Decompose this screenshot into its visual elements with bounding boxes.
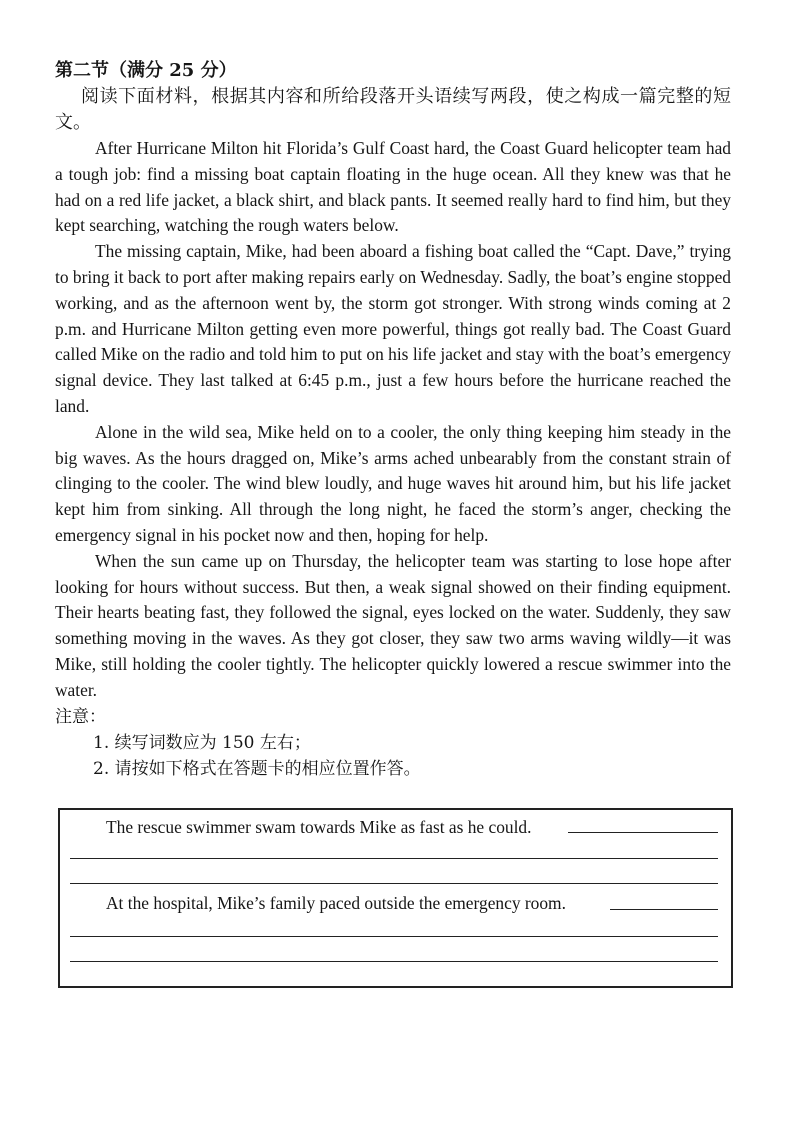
story-text bbox=[55, 136, 731, 704]
exam-page bbox=[55, 58, 731, 782]
paragraph-opening-2: At the hospital, Mike’s family paced outside the emergency room. bbox=[106, 893, 566, 913]
answer-box bbox=[58, 808, 733, 988]
story-paragraph: Alone in the wild sea, Mike held on to a cooler, the only thing keeping him steady in the big waves. As the hours dragged on, Mike’s arms ached unbearably from the constant strain of clinging to the cooler. The wind blew loudly, and huge waves hit around him, but his life jacket kept him from sinking. All through the long night, he faced the storm’s anger, checking the emergency signal in his pocket now and then, hoping for help. bbox=[55, 421, 731, 545]
paragraph-opening-1: The rescue swimmer swam towards Mike as fast as he could. bbox=[106, 817, 532, 837]
note-item: 2. 请按如下格式在答题卡的相应位置作答。 bbox=[93, 758, 421, 779]
writing-line[interactable] bbox=[70, 858, 718, 859]
note-item: 1. 续写词数应为 150 左右； bbox=[93, 732, 311, 753]
section-title: 第二节（满分 25 分） bbox=[55, 60, 237, 81]
story-paragraph: When the sun came up on Thursday, the helicopter team was starting to lose hope after looking for hours without success. But then, a weak signal showed on their finding equipment. Their hearts beating fast, they followed the signal, eyes locked on the water. Suddenly, they saw something moving in the waves. As they got closer, they saw two arms waving wildly—it was Mike, still holding the cooler tightly. The helicopter quickly lowered a rescue swimmer into the water. bbox=[55, 550, 731, 700]
task-instruction: 阅读下面材料，根据其内容和所给段落开头语续写两段，使之构成一篇完整的短文。 bbox=[55, 86, 731, 133]
notes-title: 注意： bbox=[55, 706, 106, 727]
writing-blank[interactable] bbox=[568, 832, 718, 833]
writing-line[interactable] bbox=[70, 883, 718, 884]
story-paragraph: The missing captain, Mike, had been aboard a fishing boat called the “Capt. Dave,” trying to bring it back to port after making repairs early on Wednesday. Sadly, the boat’s engine stopped working, and as the afternoon went by, the storm got stronger. With strong winds coming at 2 p.m. and Hurricane Milton getting even more powerful, things got really bad. The Coast Guard called Mike on the radio and told him to put on his life jacket and stay with the boat’s emergency signal device. They last talked at 6:45 p.m., just a few hours before the hurricane reached the land. bbox=[55, 241, 732, 416]
story-paragraph: After Hurricane Milton hit Florida’s Gulf Coast hard, the Coast Guard helicopter team had a tough job: find a missing boat captain floating in the huge ocean. All they knew was that he had on a red life jacket, a black shirt, and black pants. It seemed really hard to find him, but they kept searching, watching the rough waters below. bbox=[55, 138, 731, 236]
writing-line[interactable] bbox=[70, 936, 718, 937]
writing-line[interactable] bbox=[70, 961, 718, 962]
writing-blank[interactable] bbox=[610, 909, 718, 910]
